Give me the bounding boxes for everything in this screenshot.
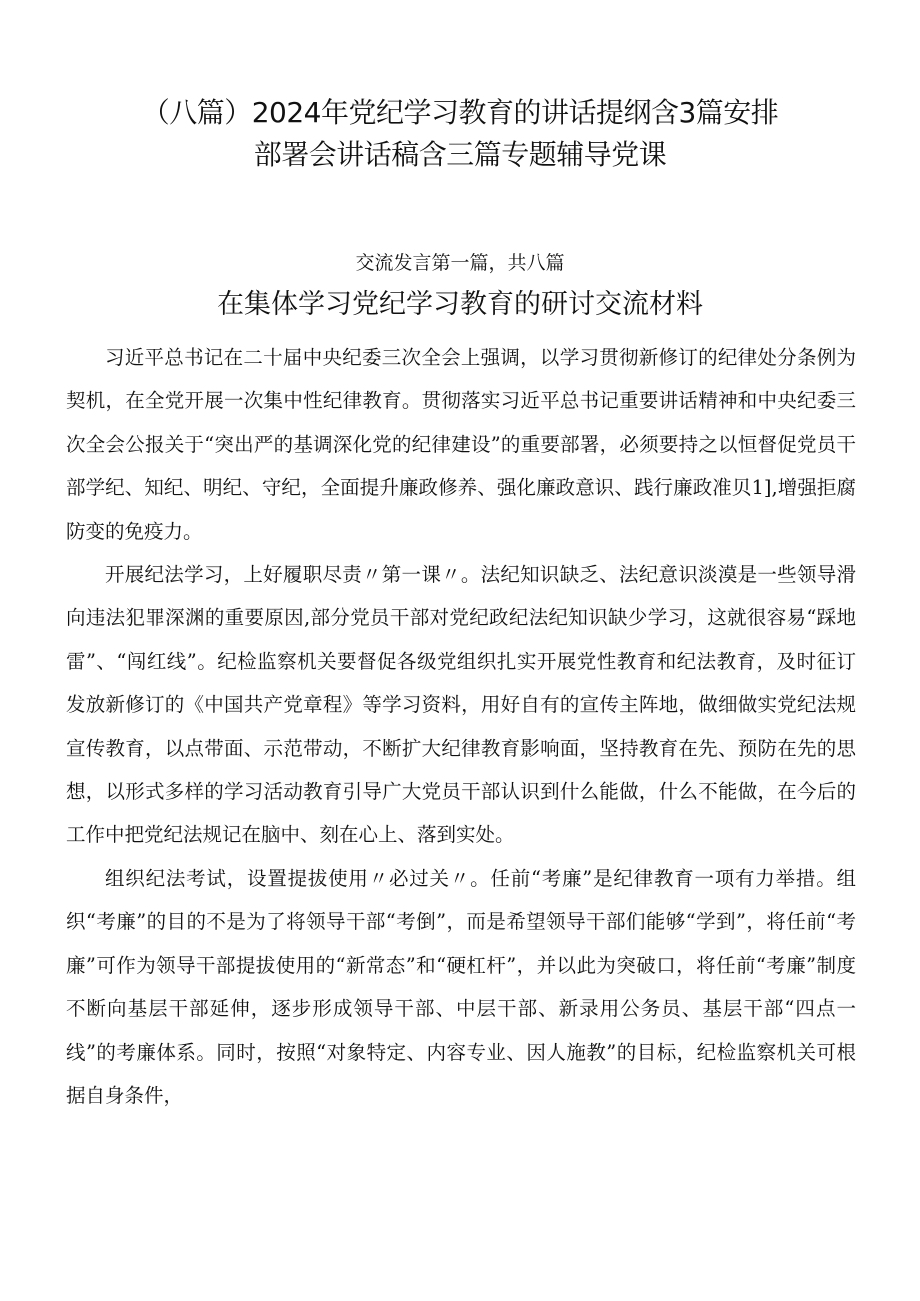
document-title-line-1: （八篇）2024年党纪学习教育的讲话提纲含3篇安排 (141, 96, 779, 129)
section-label: 交流发言第一篇，共八篇 (355, 252, 565, 274)
paragraph-1: 习近平总书记在二十届中央纪委三次全会上强调，以学习贯彻新修订的纪律处分条例为契机，在全党开展一次集中性纪律教育。贯彻落实习近平总书记重要讲话精神和中央纪委三次全会公报关于“突出严的基调深化党的纪律建设”的重要部署，必须要持之以恒督促党员干部学纪、知纪、明纪、守纪，全面提升廉政修养、强化廉政意识、践行廉政准贝1],增强拒腐防变的免疫力。 (66, 346, 856, 543)
article-body (66, 336, 856, 1117)
article-title: 在集体学习党纪学习教育的研讨交流材料 (217, 289, 703, 320)
paragraph-2: 开展纪法学习，上好履职尽责〃第一课〃。法纪知识缺乏、法纪意识淡漠是一些领导滑向违法犯罪深渊的重要原因,部分党员干部对党纪政纪法纪知识缺少学习，这就很容易“踩地雷”、“闯红线”。纪检监察机关要督促各级党组织扎实开展党性教育和纪法教育，及时征订发放新修订的《中国共产党章程》等学习资料，用好自有的宣传主阵地，做细做实党纪法规宣传教育，以点带面、示范带动，不断扩大纪律教育影响面，坚持教育在先、预防在先的思想，以形式多样的学习活动教育引导广大党员干部认识到什么能做，什么不能做，在今后的工作中把党纪法规记在脑中、刻在心上、落到实处。 (66, 563, 856, 847)
document-title-line-2: 部署会讲话稿含三篇专题辅导党课 (253, 138, 667, 171)
paragraph-3: 组织纪法考试，设置提拔使用〃必过关〃。任前“考廉”是纪律教育一项有力举措。组织“考廉”的目的不是为了将领导干部“考倒”，而是希望领导干部们能够“学到”，将任前“考廉”可作为领导干部提拔使用的“新常态”和“硬杠杆”，并以此为突破口，将任前“考廉”制度不断向基层干部延伸，逐步形成领导干部、中层干部、新录用公务员、基层干部“四点一线”的考廉体系。同时，按照“对象特定、内容专业、因人施教”的目标，纪检监察机关可根据自身条件， (66, 866, 856, 1107)
document-title (0, 92, 920, 176)
